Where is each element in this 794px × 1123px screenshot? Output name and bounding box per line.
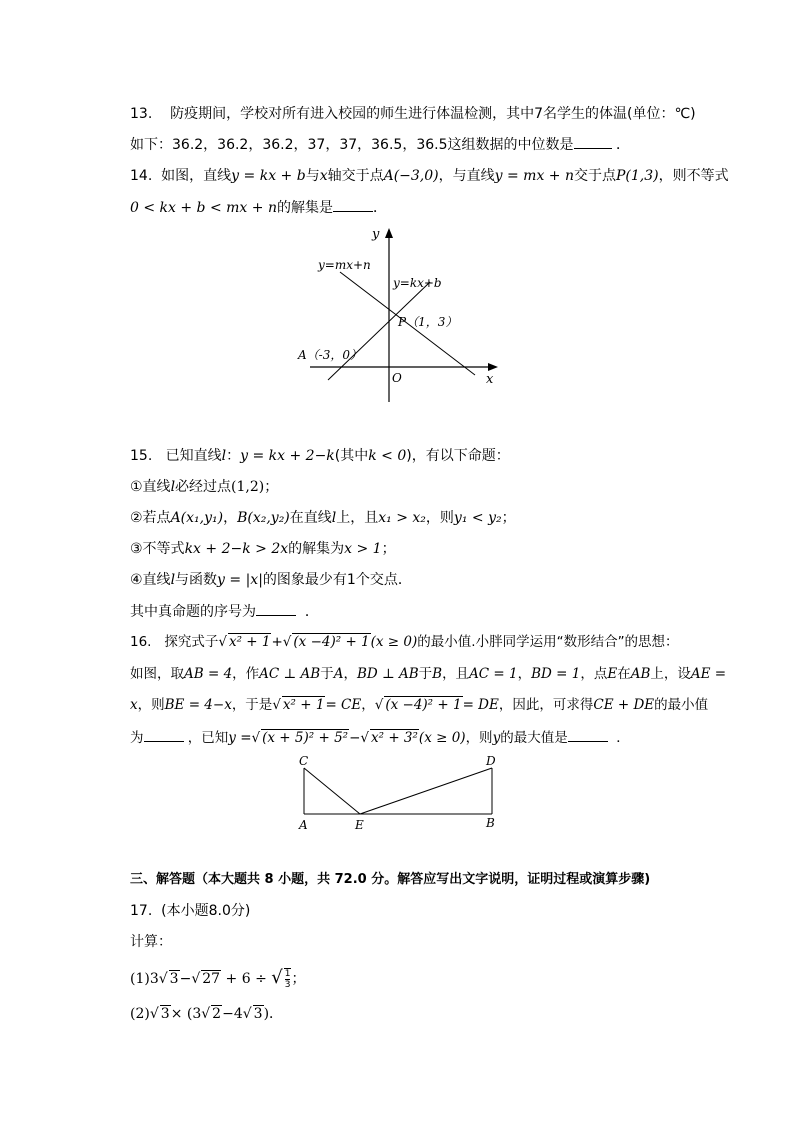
q16-math: BE = 4−x xyxy=(164,697,232,713)
q14-inequality: 0 < kx + b < mx + n xyxy=(130,200,277,216)
q13-line-2 xyxy=(130,134,630,155)
q15-math: B(x₂,y₂) xyxy=(237,510,290,526)
q14-line-1 xyxy=(130,166,729,186)
q15-text: ①直线 xyxy=(130,479,171,495)
q16-math: CE + DE xyxy=(593,697,655,713)
q15-math: l xyxy=(221,448,227,464)
q16-text: 上，设 xyxy=(650,666,691,682)
q15-text: 的解集为 xyxy=(288,541,345,557)
q15-text: 在直线 xyxy=(289,510,332,526)
q16-math: (x ≥ 0) xyxy=(418,730,466,746)
q14-text: 如图，直线 xyxy=(161,168,232,184)
q15-text: ②若点 xyxy=(130,510,171,526)
q17-radicand: 3 xyxy=(253,1006,263,1022)
q16-math: x xyxy=(130,697,138,713)
q15-prop-4 xyxy=(130,570,412,590)
q13-answer-blank[interactable] xyxy=(574,134,612,149)
segment-ce xyxy=(304,768,360,814)
q15-text: ； xyxy=(381,541,396,557)
q15-text: ： xyxy=(226,448,241,464)
q15-math: l xyxy=(170,572,176,588)
q17-calc-label: 计算： xyxy=(130,934,172,950)
q13-number: 13. xyxy=(130,106,153,122)
q14-math: y = mx + n xyxy=(494,168,574,184)
q16-text: 于 xyxy=(418,666,433,682)
q16-text: ，且 xyxy=(442,666,470,682)
q16-math: A xyxy=(333,666,344,682)
q15-text: 已知直线 xyxy=(165,448,222,464)
q16-radicand: (x −4)² + 1 xyxy=(293,634,370,650)
q16-radicand: x² + 1 xyxy=(228,634,271,650)
q15-text: (其中 xyxy=(334,448,369,464)
q17-math: )． xyxy=(263,1006,284,1022)
q14-math: x xyxy=(319,168,328,184)
q14-text: 与 xyxy=(305,168,320,184)
q13-text-2: 如下：36.2，36.2，36.2，37，37，36.5，36.5这组数据的中位数是 xyxy=(130,137,574,153)
q16-text: 为 xyxy=(130,730,144,746)
axis-label-y: y xyxy=(372,227,380,242)
q17-radicand: 3 xyxy=(160,1006,170,1022)
x-axis-arrow xyxy=(488,363,498,371)
q14-answer-blank[interactable] xyxy=(333,197,373,212)
q15-math: x₁ > x₂ xyxy=(378,510,426,526)
q16-radicand: (x −4)² + 1 xyxy=(385,697,462,713)
q15-text: 其中真命题的序号为 xyxy=(130,604,256,620)
label-c: C xyxy=(299,754,309,768)
q16-text: ，于是 xyxy=(231,697,273,713)
q14-graph xyxy=(290,222,510,407)
q15-math: A(x₁,y₁) xyxy=(170,510,224,526)
q15-line-1 xyxy=(130,446,510,466)
q15-answer-blank[interactable] xyxy=(256,601,296,616)
q17-math: −4 xyxy=(222,1006,243,1022)
q16-math: (x ≥ 0) xyxy=(370,634,418,650)
q14-math: y = kx + b xyxy=(231,168,306,184)
q17-number: 17. xyxy=(130,903,153,919)
q16-text: ，则 xyxy=(465,730,493,746)
q15-math: l xyxy=(170,479,176,495)
q15-math: y = kx + 2−k xyxy=(240,448,335,464)
origin-label: O xyxy=(392,371,402,385)
q15-text: ， xyxy=(223,510,238,526)
q16-text: − xyxy=(349,730,361,746)
q16-text: 的最小值.小胖同学运用“数形结合”的思想： xyxy=(417,634,679,650)
q16-text: ，则 xyxy=(137,697,165,713)
q16-math: y xyxy=(492,730,501,746)
section-3-title: 三、解答题（本大题共 8 小题，共 72.0 分。解答应写出文字说明，证明过程或演算步骤) xyxy=(130,872,651,887)
q15-text: ； xyxy=(264,479,279,495)
q16-math: y = xyxy=(228,730,252,746)
q15-end: ． xyxy=(304,604,319,620)
q16-math: BD ⊥ AB xyxy=(356,666,419,682)
q15-math: y = |x| xyxy=(217,572,263,588)
fraction-numerator: 1 xyxy=(284,969,291,979)
q13-line-1 xyxy=(130,104,696,124)
q14-math: P(1,3) xyxy=(615,168,659,184)
q16-math: AB = 4 xyxy=(184,666,233,682)
q16-text: ， xyxy=(361,697,375,713)
q16-answer-blank-1[interactable] xyxy=(144,727,184,742)
q16-math: AE = xyxy=(690,666,727,682)
q14-text: ，与直线 xyxy=(438,168,495,184)
q15-math: l xyxy=(331,510,337,526)
q16-text: 于 xyxy=(320,666,334,682)
q16-text: ，因此，可求得 xyxy=(498,697,594,713)
point-label-p: P（1，3） xyxy=(398,315,458,329)
q16-math: BD = 1 xyxy=(531,666,581,682)
q16-text: ， xyxy=(343,666,357,682)
q16-text: 如图，取 xyxy=(130,666,184,682)
q14-text: 交于点 xyxy=(573,168,616,184)
q15-math: (1,2) xyxy=(231,479,265,495)
q16-radicand: (x + 5)² + 5² xyxy=(262,730,349,746)
q15-text: ，则 xyxy=(425,510,454,526)
q14-math: A(−3,0) xyxy=(383,168,439,184)
label-a: A xyxy=(299,818,308,832)
q17-math: (1)3 xyxy=(130,971,159,987)
q17-math: × (3 xyxy=(170,1006,202,1022)
q14-number: 14. xyxy=(130,168,153,184)
axis-label-x: x xyxy=(486,372,494,387)
q17-radicand: 27 xyxy=(202,971,221,987)
q16-line-3: x，则BE = 4−x，于是√ x² + 1= CE，√ (x −4)² + 1= DE，因此，可求得CE + DE的最小值 xyxy=(130,697,709,713)
label-b: B xyxy=(486,816,495,830)
label-d: D xyxy=(486,754,496,768)
point-label-a: A（-3，0） xyxy=(298,348,362,362)
q15-math: x > 1 xyxy=(344,541,382,557)
line-label-mx-n: y=mx+n xyxy=(318,258,371,272)
q16-text: ，作 xyxy=(232,666,260,682)
q16-text: + xyxy=(271,634,283,650)
q16-text: ，已知 xyxy=(187,730,229,746)
q15-ask xyxy=(130,601,319,622)
q15-math: y₁ < y₂ xyxy=(453,510,502,526)
q17-radicand: 2 xyxy=(212,1006,222,1022)
q16-end: ． xyxy=(616,730,630,746)
q15-text: ③不等式 xyxy=(130,541,185,557)
q17-expr-1: (1)3√ 3−√ 27 + 6 ÷ √ $\frac{1}{3}$ ； xyxy=(130,967,306,990)
q16-math: AB xyxy=(630,666,651,682)
q16-radicand: x² + 1 xyxy=(282,697,325,713)
q17-expr-2: (2)√ 3× (3√ 2−4√ 3)． xyxy=(130,1006,284,1022)
q16-radicand: x² + 3² xyxy=(371,730,418,746)
q15-text: 与函数 xyxy=(175,572,218,588)
q16-line-1: 16. 探究式子√ x² + 1+√ (x −4)² + 1(x ≥ 0)的最小值.小胖同学运用“数形结合”的思想： xyxy=(130,634,679,650)
q16-math: E xyxy=(607,666,618,682)
q15-prop-2 xyxy=(130,508,516,528)
y-axis-arrow xyxy=(385,228,393,238)
q16-figure xyxy=(290,752,510,834)
q16-line-2 xyxy=(130,664,726,684)
q17-score: (本小题8.0分) xyxy=(161,903,251,919)
q16-math: = DE xyxy=(462,697,499,713)
q16-text: ， xyxy=(517,666,532,682)
q13-end: ． xyxy=(615,137,630,153)
q17-header xyxy=(130,901,250,921)
q16-text: 在 xyxy=(617,666,631,682)
q15-text: )，有以下命题： xyxy=(406,448,510,464)
q14-text: ，则不等式 xyxy=(658,168,729,184)
q15-number: 15. xyxy=(130,448,153,464)
q14-line-2 xyxy=(130,197,387,218)
q16-math: AC ⊥ AB xyxy=(259,666,321,682)
q15-text: 必经过点 xyxy=(175,479,232,495)
q16-math: AC = 1 xyxy=(469,666,518,682)
q15-text: ④直线 xyxy=(130,572,171,588)
q15-text: 的图象最少有1个交点． xyxy=(262,572,412,588)
q16-answer-blank-2[interactable] xyxy=(568,727,608,742)
q16-text: ，点 xyxy=(580,666,608,682)
q16-number: 16. xyxy=(130,634,152,650)
q14-text: 轴交于点 xyxy=(327,168,384,184)
q15-math: kx + 2−k > 2x xyxy=(184,541,289,557)
q15-text: 上，且 xyxy=(336,510,379,526)
q15-math: k < 0 xyxy=(368,448,407,464)
q15-text: ； xyxy=(501,510,516,526)
q17-text: ； xyxy=(291,971,306,987)
q16-text: 的最小值 xyxy=(654,697,709,713)
line-label-kx-b: y=kx+b xyxy=(393,276,442,290)
q16-math: B xyxy=(432,666,443,682)
label-e: E xyxy=(355,818,364,832)
fraction-denominator: 3 xyxy=(284,980,291,990)
q17-math: (2) xyxy=(130,1006,150,1022)
q17-math: − xyxy=(179,971,192,987)
q16-line-4: 为 ，已知y =√ (x + 5)² + 5²−√ x² + 3²(x ≥ 0)，则y的最大值是 ． xyxy=(130,727,630,748)
q15-prop-3 xyxy=(130,539,396,559)
line-kx-b xyxy=(328,282,430,380)
q14-end: ． xyxy=(372,200,387,216)
q13-text-1: 防疫期间，学校对所有进入校园的师生进行体温检测，其中7名学生的体温(单位：℃) xyxy=(170,106,696,122)
q16-text: 的最大值是 xyxy=(500,730,568,746)
segment-de xyxy=(360,768,492,814)
q16-text: 探究式子 xyxy=(164,634,219,650)
q15-prop-1 xyxy=(130,477,278,497)
q14-text: 的解集是 xyxy=(276,200,333,216)
q16-math: = CE xyxy=(325,697,362,713)
q17-math: + 6 ÷ xyxy=(225,971,267,987)
q17-radicand: 3 xyxy=(169,971,179,987)
